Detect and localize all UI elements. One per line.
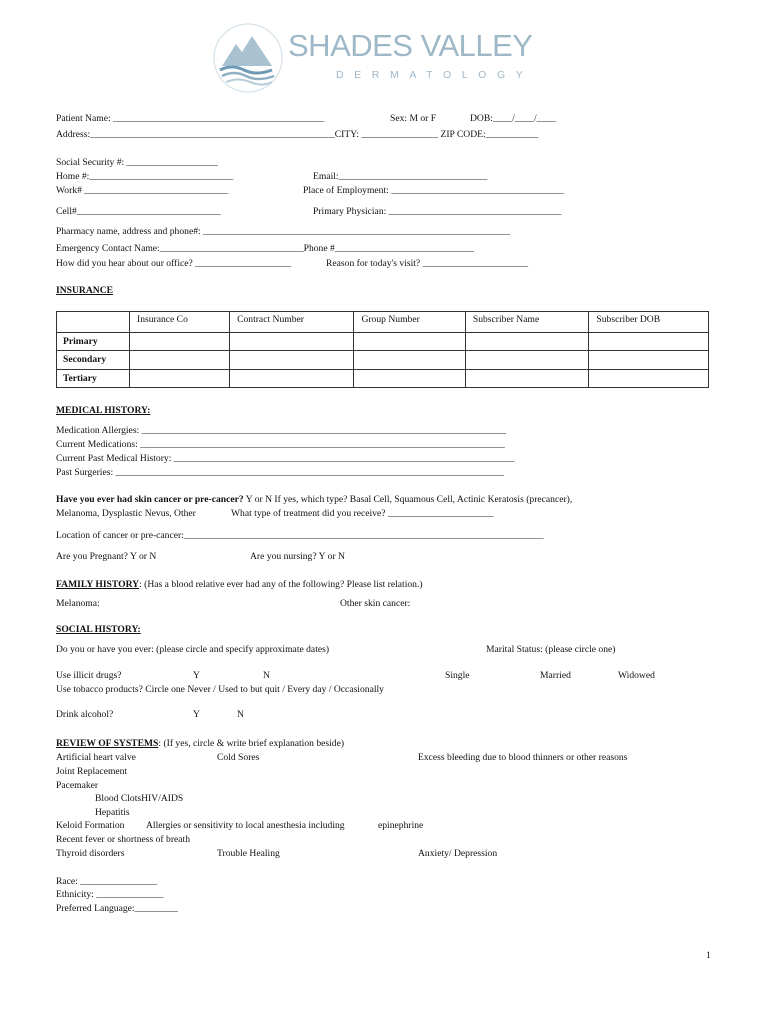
ros-fever[interactable]: Recent fever or shortness of breath: [56, 834, 190, 845]
ros-heart-valve[interactable]: Artificial heart valve: [56, 752, 136, 763]
table-cell[interactable]: [589, 332, 709, 351]
table-cell[interactable]: [230, 332, 354, 351]
employment-field[interactable]: Place of Employment: ____________________________________: [303, 185, 564, 196]
column-header: Insurance Co: [130, 312, 230, 333]
logo-name: SHADES VALLEY: [288, 28, 533, 63]
email-field[interactable]: Email:_______________________________: [313, 171, 488, 182]
marital-status-label: Marital Status: (please circle one): [486, 644, 616, 655]
row-header: Secondary: [57, 351, 130, 370]
alcohol-no-option[interactable]: N: [237, 709, 244, 720]
referral-field[interactable]: How did you hear about our office? ____________________: [56, 258, 292, 269]
drugs-no-option[interactable]: N: [263, 670, 270, 681]
column-header: Subscriber Name: [465, 312, 589, 333]
table-cell[interactable]: [354, 351, 465, 370]
family-history-line: [56, 579, 423, 591]
logo: [212, 22, 562, 94]
page-number: 1: [706, 950, 711, 961]
marital-widowed-option[interactable]: Widowed: [618, 670, 655, 681]
ros-hepatitis[interactable]: Hepatitis: [95, 807, 130, 818]
review-systems-line: [56, 738, 344, 750]
insurance-table: [56, 311, 709, 388]
table-cell[interactable]: [354, 332, 465, 351]
review-systems-heading: REVIEW OF SYSTEMS: [56, 738, 159, 749]
ros-trouble-healing[interactable]: Trouble Healing: [217, 848, 280, 859]
skin-cancer-types[interactable]: Melanoma, Dysplastic Nevus, Other: [56, 508, 196, 519]
table-cell[interactable]: [465, 351, 589, 370]
visit-reason-field[interactable]: Reason for today's visit? ______________________: [326, 258, 529, 269]
table-row: [57, 351, 709, 370]
ros-bleeding[interactable]: Excess bleeding due to blood thinners or other reasons: [418, 752, 628, 763]
allergies-field[interactable]: Medication Allergies: ____________________________________________________________________________: [56, 425, 507, 436]
ros-keloid[interactable]: Keloid Formation: [56, 820, 125, 831]
table-cell[interactable]: [465, 369, 589, 388]
emergency-contact-field[interactable]: Emergency Contact Name:______________________________Phone #_____________________________: [56, 243, 474, 254]
ros-anesthesia[interactable]: Allergies or sensitivity to local anesthesia including: [146, 820, 345, 831]
table-row: [57, 369, 709, 388]
table-cell[interactable]: [130, 369, 230, 388]
table-cell[interactable]: [130, 332, 230, 351]
ros-anxiety[interactable]: Anxiety/ Depression: [418, 848, 498, 859]
home-phone-field[interactable]: Home #:______________________________: [56, 171, 234, 182]
table-cell[interactable]: [589, 369, 709, 388]
past-history-field[interactable]: Current Past Medical History: _______________________________________________________________________: [56, 453, 515, 464]
dob-field[interactable]: DOB:____/____/____: [470, 113, 556, 124]
melanoma-field[interactable]: Melanoma:: [56, 598, 100, 609]
drugs-yes-option[interactable]: Y: [193, 670, 200, 681]
cancer-location-field[interactable]: Location of cancer or pre-cancer:___________________________________________________________________________: [56, 530, 544, 541]
ros-pacemaker[interactable]: Pacemaker: [56, 780, 99, 791]
language-field[interactable]: Preferred Language:_________: [56, 903, 178, 914]
physician-field[interactable]: Primary Physician: ____________________________________: [313, 206, 562, 217]
ros-thyroid[interactable]: Thyroid disorders: [56, 848, 125, 859]
table-cell[interactable]: [130, 351, 230, 370]
row-header: Primary: [57, 332, 130, 351]
table-corner-cell: [57, 312, 130, 333]
logo-wave-icon: [212, 22, 284, 94]
skin-cancer-options[interactable]: Y or N If yes, which type? Basal Cell, Squamous Cell, Actinic Keratosis (precancer),: [243, 494, 573, 505]
social-history-heading: SOCIAL HISTORY:: [56, 624, 141, 635]
table-cell[interactable]: [230, 369, 354, 388]
ros-epinephrine[interactable]: epinephrine: [378, 820, 424, 831]
treatment-field[interactable]: What type of treatment did you receive? ______________________: [231, 508, 494, 519]
family-history-intro: : (Has a blood relative ever had any of the following? Please list relation.): [139, 579, 423, 590]
social-question: Do you or have you ever: (please circle and specify approximate dates): [56, 644, 330, 655]
ssn-field[interactable]: Social Security #: ___________________: [56, 157, 218, 168]
medications-field[interactable]: Current Medications: ____________________________________________________________________________: [56, 439, 505, 450]
marital-married-option[interactable]: Married: [540, 670, 571, 681]
pregnant-question[interactable]: Are you Pregnant? Y or N: [56, 551, 157, 562]
family-history-heading: FAMILY HISTORY: [56, 579, 140, 590]
column-header: Group Number: [354, 312, 465, 333]
drugs-question: Use illicit drugs?: [56, 670, 122, 681]
column-header: Contract Number: [230, 312, 354, 333]
marital-single-option[interactable]: Single: [445, 670, 470, 681]
nursing-question[interactable]: Are you nursing? Y or N: [250, 551, 345, 562]
pharmacy-field[interactable]: Pharmacy name, address and phone#: ________________________________________________________________: [56, 226, 511, 237]
race-field[interactable]: Race: ________________: [56, 876, 157, 887]
surgeries-field[interactable]: Past Surgeries: _________________________________________________________________________________: [56, 467, 505, 478]
ros-clots-hiv[interactable]: Blood ClotsHIV/AIDS: [95, 793, 184, 804]
skin-cancer-question-bold: Have you ever had skin cancer or pre-cancer?: [56, 494, 244, 505]
alcohol-question: Drink alcohol?: [56, 709, 114, 720]
ros-joint-replacement[interactable]: Joint Replacement: [56, 766, 128, 777]
sex-field[interactable]: Sex: M or F: [390, 113, 437, 124]
alcohol-yes-option[interactable]: Y: [193, 709, 200, 720]
review-systems-intro: : (If yes, circle & write brief explanation beside): [158, 738, 345, 749]
work-phone-field[interactable]: Work# ______________________________: [56, 185, 229, 196]
ethnicity-field[interactable]: Ethnicity: ______________: [56, 889, 164, 900]
medical-history-heading: MEDICAL HISTORY:: [56, 405, 151, 416]
insurance-heading: INSURANCE: [56, 285, 114, 296]
row-header: Tertiary: [57, 369, 130, 388]
table-cell[interactable]: [230, 351, 354, 370]
table-row: [57, 332, 709, 351]
other-skin-cancer-field[interactable]: Other skin cancer:: [340, 598, 411, 609]
patient-name-field[interactable]: Patient Name: ____________________________________________: [56, 113, 325, 124]
tobacco-question[interactable]: Use tobacco products? Circle one Never / Used to but quit / Every day / Occasionally: [56, 684, 384, 695]
table-cell[interactable]: [354, 369, 465, 388]
skin-cancer-question: [56, 494, 572, 506]
table-row: [57, 312, 709, 333]
table-cell[interactable]: [465, 332, 589, 351]
address-field[interactable]: Address:___________________________________________________CITY: ________________ ZIP CODE:___________: [56, 129, 539, 140]
column-header: Subscriber DOB: [589, 312, 709, 333]
ros-cold-sores[interactable]: Cold Sores: [217, 752, 260, 763]
logo-tagline: DERMATOLOGY: [336, 69, 534, 81]
cell-phone-field[interactable]: Cell#______________________________: [56, 206, 221, 217]
table-cell[interactable]: [589, 351, 709, 370]
